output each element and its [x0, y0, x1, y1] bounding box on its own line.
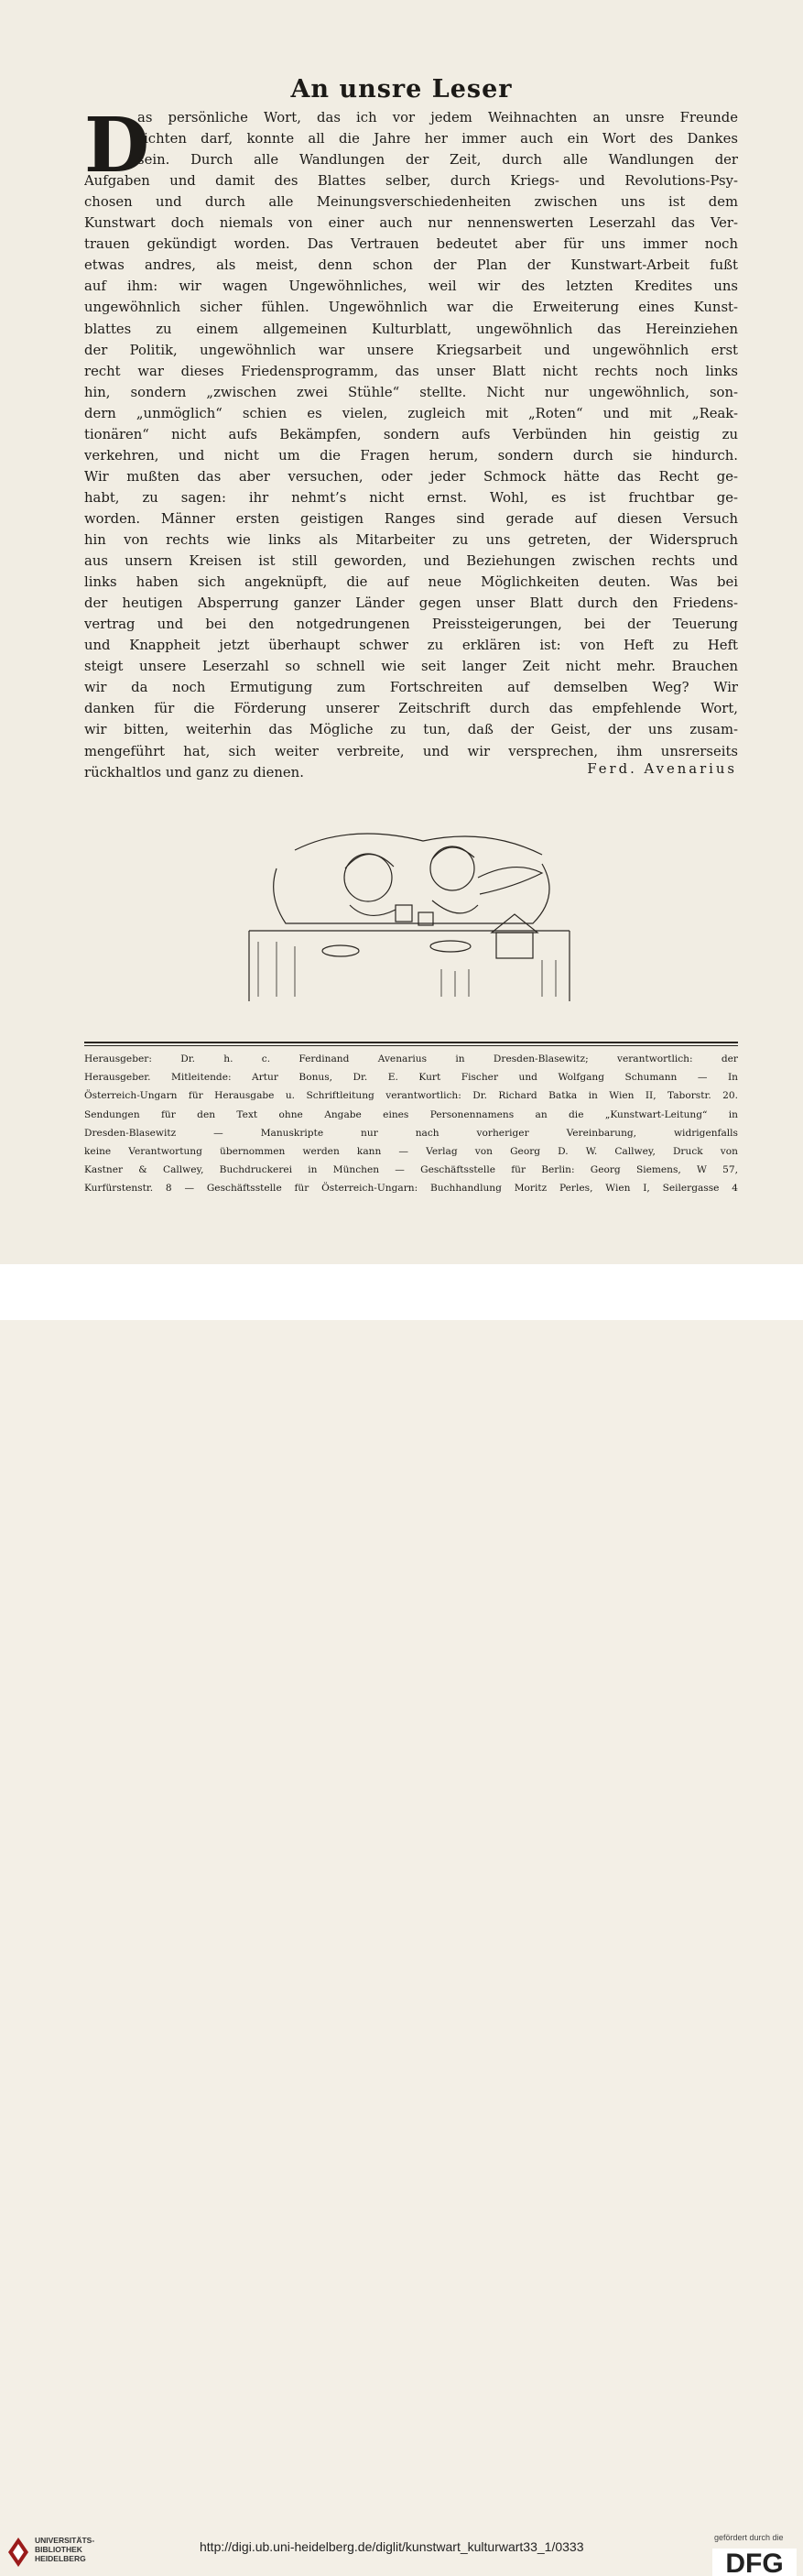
imprint-line: Kurfürstenstr. 8 — Geschäftsstelle für Österreich-Ungarn: Buchhandlung Moritz Perles, Wien I, Seilergasse 4 — [84, 1183, 738, 1195]
article-line: wir da noch Ermutigung zum Fortschreiten auf demselben Weg? Wir — [84, 680, 738, 696]
imprint-line: Kastner & Callwey, Buchdruckerei in München — Geschäftsstelle für Berlin: Georg Siemens, W 57, — [84, 1164, 738, 1176]
article-title: An unsre Leser — [290, 75, 513, 104]
article-line: rückhaltlos und ganz zu dienen. — [84, 764, 304, 780]
article-line: trauen gekündigt worden. Das Vertrauen bedeutet aber für uns immer noch — [84, 236, 738, 253]
article-line: danken für die Förderung unserer Zeitschrift durch das empfehlende Wort, — [84, 701, 738, 717]
article-line: richten darf, konnte all die Jahre her immer auch ein Wort des Dankes — [137, 131, 738, 147]
imprint-rule-thin — [84, 1045, 738, 1046]
article-line: habt, zu sagen: ihr nehmt’s nicht ernst. Wohl, es ist fruchtbar ge- — [84, 489, 738, 506]
article-line: chosen und durch alle Meinungsverschiedenheiten zwischen uns ist dem — [84, 194, 738, 211]
article-line: wir bitten, weiterhin das Mögliche zu tun, daß der Geist, der uns zusam- — [84, 722, 738, 738]
article-line: der Politik, ungewöhnlich war unsere Kriegsarbeit und ungewöhnlich erst — [84, 342, 738, 358]
article-line: Aufgaben und damit des Blattes selber, durch Kriegs- und Revolutions-Psy- — [84, 173, 738, 190]
article-line: mengeführt hat, sich weiter verbreite, und wir versprechen, ihm unsrerseits — [84, 743, 738, 759]
article-line: dern „unmöglich“ schien es vielen, zugleich mit „Roten“ und mit „Reak- — [84, 405, 738, 421]
article-line: sein. Durch alle Wandlungen der Zeit, durch alle Wandlungen der — [137, 152, 738, 169]
article-line: etwas andres, als meist, denn schon der Plan der Kunstwart-Arbeit fußt — [84, 257, 738, 274]
article-line: ungewöhnlich sicher fühlen. Ungewöhnlich war die Erweiterung eines Kunst- — [84, 300, 738, 316]
article-line: hin, sondern „zwischen zwei Stühle“ stellte. Nicht nur ungewöhnlich, son- — [84, 384, 738, 400]
article-line: as persönliche Wort, das ich vor jedem Weihnachten an unsre Freunde — [137, 110, 738, 126]
article-line: hin von rechts wie links als Mitarbeiter zu uns getreten, der Widerspruch — [84, 532, 738, 548]
imprint-rule — [84, 1042, 738, 1043]
article-line: Kunstwart doch niemals von einer auch nur nennenswerten Leserzahl das Ver- — [84, 215, 738, 232]
imprint-line: Herausgeber. Mitleitende: Artur Bonus, Dr. E. Kurt Fischer und Wolfgang Schumann — In — [84, 1072, 738, 1084]
viewer-footer — [0, 1264, 803, 2576]
scanned-page — [0, 0, 803, 1264]
library-name: UNIVERSITÄTS- BIBLIOTHEK HEIDELBERG — [35, 2536, 95, 2563]
article-line: Wir mußten das aber versuchen, oder jeder Schmock hätte das Recht ge- — [84, 468, 738, 485]
imprint-line: Österreich-Ungarn für Herausgabe u. Schriftleitung verantwortlich: Dr. Richard Batka in Wien II, Taborstr. 20. — [84, 1090, 738, 1102]
vignette-illustration — [240, 813, 581, 1008]
article-line: und Knappheit jetzt überhaupt schwer zu erklären ist: von Heft zu Heft — [84, 638, 738, 654]
article-line: auf ihm: wir wagen Ungewöhnliches, weil wir des letzten Kredites uns — [84, 278, 738, 295]
article-line: blattes zu einem allgemeinen Kulturblatt, ungewöhnlich das Hereinziehen — [84, 321, 738, 337]
svg-text:DFG: DFG — [725, 2549, 784, 2576]
article-line: links haben sich angeknüpft, die auf neue Möglichkeiten deuten. Was bei — [84, 574, 738, 591]
funded-by-label: gefördert durch die — [714, 2533, 784, 2542]
imprint-line: Dresden-Blasewitz — Manuskripte nur nach vorheriger Vereinbarung, widrigenfalls — [84, 1127, 738, 1139]
imprint-line: Herausgeber: Dr. h. c. Ferdinand Avenarius in Dresden-Blasewitz; verantwortlich: der — [84, 1053, 738, 1064]
university-library-logo-icon — [7, 2537, 29, 2568]
article-line: recht war dieses Friedensprogramm, das unser Blatt nicht rechts noch links — [84, 363, 738, 379]
article-line: verkehren, und nicht um die Fragen herum, sondern durch sie hindurch. — [84, 447, 738, 464]
dfg-logo — [712, 2549, 797, 2576]
article-line: worden. Männer ersten geistigen Ranges sind gerade auf diesen Versuch — [84, 510, 738, 527]
permalink-url[interactable]: http://digi.ub.uni-heidelberg.de/diglit/kunstwart_kulturwart33_1/0333 — [200, 2539, 584, 2554]
imprint-line: Sendungen für den Text ohne Angabe eines Personennamens an die „Kunstwart-Leitung“ in — [84, 1108, 738, 1120]
drop-cap: D — [84, 102, 150, 190]
article-line: tionären“ nicht aufs Bekämpfen, sondern aufs Verbünden hin geistig zu — [84, 426, 738, 442]
article-line: der heutigen Absperrung ganzer Länder gegen unser Blatt durch den Friedens- — [84, 595, 738, 612]
article-line: vertrag und bei den notgedrungenen Preissteigerungen, bei der Teuerung — [84, 617, 738, 633]
article-line: aus unsern Kreisen ist still geworden, und Beziehungen zwischen rechts und — [84, 553, 738, 570]
article-line: steigt unsere Leserzahl so schnell wie seit langer Zeit nicht mehr. Brauchen — [84, 659, 738, 675]
imprint-line: keine Verantwortung übernommen werden kann — Verlag von Georg D. W. Callwey, Druck von — [84, 1146, 738, 1157]
signature: Ferd. Avenarius — [587, 761, 737, 777]
